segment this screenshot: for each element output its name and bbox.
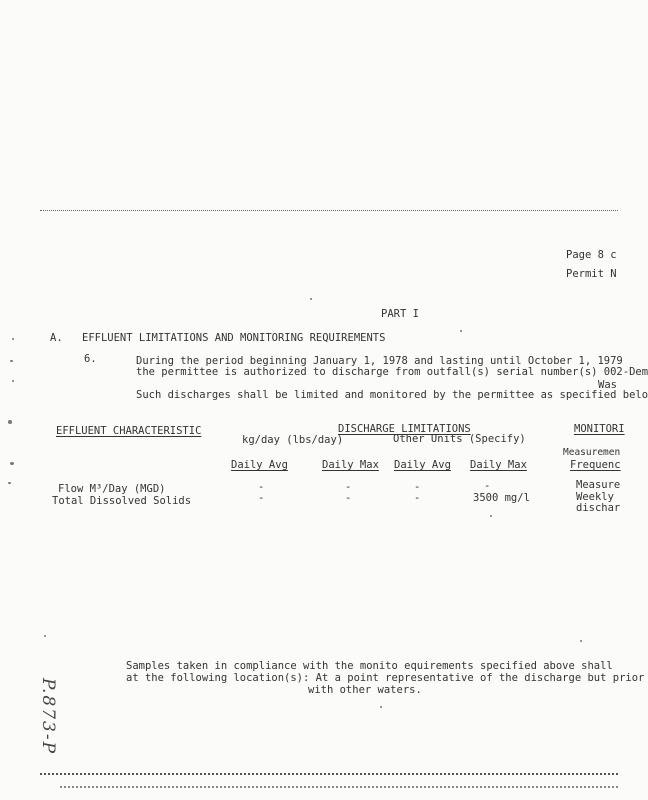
row-1-frequency: Measure xyxy=(576,479,621,491)
handwritten-margin-note: P.873-P xyxy=(38,678,58,756)
paragraph-line-2-tail: Was xyxy=(598,379,617,391)
scan-speck xyxy=(8,420,12,424)
sub-daily-max-2: Daily Max xyxy=(470,459,527,471)
sub-daily-avg-1: Daily Avg xyxy=(231,459,288,471)
sub-frequency: Frequenc xyxy=(570,459,621,471)
paragraph-line-2: the permittee is authorized to discharge from outfall(s) serial number(s) 002-Dem xyxy=(136,366,648,378)
scan-speck xyxy=(10,360,13,362)
row-2-v1: - xyxy=(258,492,265,504)
top-scan-edge xyxy=(40,210,618,211)
col-monitoring: MONITORI xyxy=(574,423,625,435)
paragraph-number: 6. xyxy=(84,353,97,365)
row-1-v2: - xyxy=(345,481,352,493)
frequency-extra: dischar xyxy=(576,502,621,514)
samples-line-3: with other waters. xyxy=(308,684,422,696)
sub-daily-max-1: Daily Max xyxy=(322,459,379,471)
paragraph-line-3: Such discharges shall be limited and monitored by the permittee as specified belo xyxy=(136,389,648,401)
row-1-v3: - xyxy=(414,481,421,493)
scan-speck xyxy=(10,462,14,465)
unit-other: Other Units (Specify) xyxy=(393,433,526,445)
part-heading: PART I xyxy=(381,308,419,320)
samples-line-2: at the following location(s): At a point representative of the discharge but prior xyxy=(126,672,645,684)
col-effluent-characteristic: EFFLUENT CHARACTERISTIC xyxy=(56,425,202,437)
row-1-name: Flow M³/Day (MGD) xyxy=(58,483,166,495)
col-discharge-limitations: DISCHARGE LIMITATIONS xyxy=(338,423,471,435)
row-2-v2: - xyxy=(345,492,352,504)
section-title: EFFLUENT LIMITATIONS AND MONITORING REQUIREMENTS xyxy=(82,332,386,344)
samples-line-1: Samples taken in compliance with the monito equirements specified above shall xyxy=(126,660,613,672)
bottom-scan-edge xyxy=(40,773,618,775)
scan-speck xyxy=(12,338,14,340)
permit-number: Permit N xyxy=(566,268,617,280)
scan-speck xyxy=(12,380,14,382)
scan-speck xyxy=(380,706,382,708)
row-2-v3: - xyxy=(414,492,421,504)
scan-speck xyxy=(8,482,11,484)
unit-kg-lbs: kg/day (lbs/day) xyxy=(242,434,344,446)
bottom-scan-noise xyxy=(60,786,618,788)
row-2-v4: 3500 mg/l xyxy=(473,492,530,504)
section-letter: A. xyxy=(50,332,63,344)
row-1-v4: - xyxy=(484,480,491,492)
scan-speck xyxy=(44,635,46,637)
sub-daily-avg-2: Daily Avg xyxy=(394,459,451,471)
row-2-name: Total Dissolved Solids xyxy=(52,495,192,507)
row-2-frequency: Weekly xyxy=(576,491,614,503)
scan-speck xyxy=(310,298,312,300)
page-number: Page 8 c xyxy=(566,249,617,261)
sub-measurement: Measuremen xyxy=(563,447,621,458)
paragraph-line-1: During the period beginning January 1, 1978 and lasting until October 1, 1979 xyxy=(136,355,623,367)
scan-speck xyxy=(580,640,582,642)
scan-speck xyxy=(490,515,492,517)
row-1-v1: - xyxy=(258,481,265,493)
scan-speck xyxy=(460,330,462,332)
